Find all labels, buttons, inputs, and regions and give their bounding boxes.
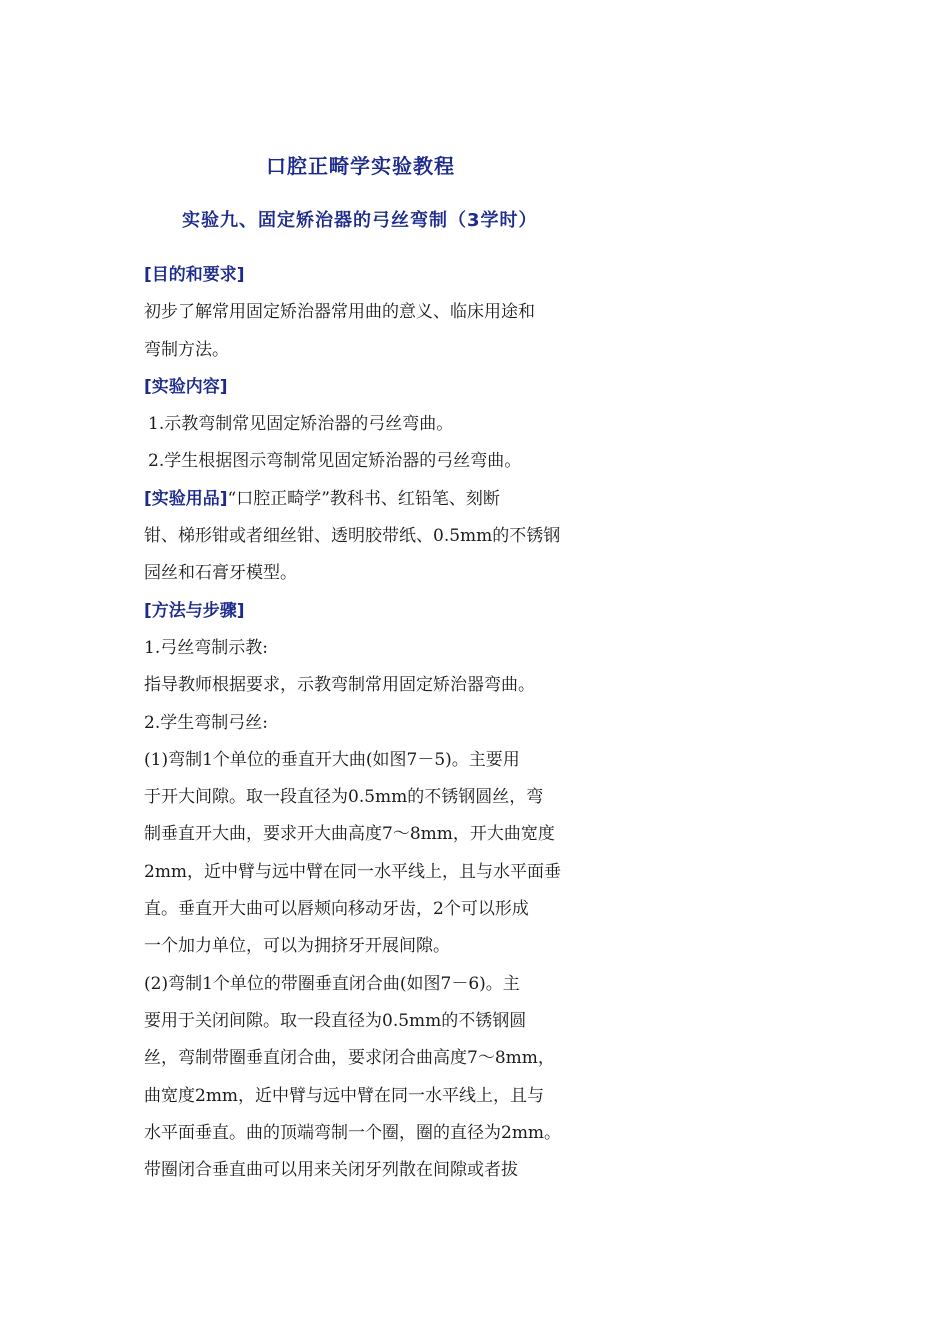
method-line: 2mm，近中臂与远中臂在同一水平线上，且与水平面垂	[144, 861, 562, 882]
method-line: 带圈闭合垂直曲可以用来关闭牙列散在间隙或者拔	[144, 1160, 518, 1181]
supplies-line	[144, 481, 594, 518]
method-heading: [方法与步骤]	[144, 600, 245, 621]
aim-text-line: 弯制方法。	[144, 339, 229, 360]
supplies-text: “口腔正畸学”教科书、红铅笔、刻断	[227, 488, 500, 509]
aim-heading: [目的和要求]	[144, 265, 245, 285]
document-body	[144, 257, 594, 1189]
method-line: 1.弓丝弯制示教:	[144, 637, 268, 658]
document-title: 口腔正畸学实验教程	[266, 154, 455, 178]
supplies-text-line: 钳、梯形钳或者细丝钳、透明胶带纸、0.5mm的不锈钢	[144, 526, 561, 547]
content-item: 1.示教弯制常见固定矫治器的弓丝弯曲。	[148, 414, 454, 435]
method-line: (2)弯制1个单位的带圈垂直闭合曲(如图7－6)。主	[144, 973, 520, 994]
content-heading: [实验内容]	[144, 376, 228, 397]
method-line: (1)弯制1个单位的垂直开大曲(如图7－5)。主要用	[144, 749, 520, 770]
method-line: 制垂直开大曲，要求开大曲高度7～8mm，开大曲宽度	[144, 824, 555, 845]
method-line: 曲宽度2mm，近中臂与远中臂在同一水平线上，且与	[144, 1085, 545, 1106]
supplies-heading: [实验用品]	[144, 488, 228, 509]
method-line: 水平面垂直。曲的顶端弯制一个圈，圈的直径为2mm。	[144, 1122, 562, 1143]
method-line: 直。垂直开大曲可以唇颊向移动牙齿，2个可以形成	[144, 899, 529, 920]
method-line: 要用于关闭间隙。取一段直径为0.5mm的不锈钢圆	[144, 1010, 527, 1031]
aim-text-line: 初步了解常用固定矫治器常用曲的意义、临床用途和	[144, 302, 535, 323]
method-line: 丝，弯制带圈垂直闭合曲，要求闭合曲高度7～8mm，	[144, 1048, 555, 1069]
method-line: 一个加力单位，可以为拥挤牙开展间隙。	[144, 936, 450, 957]
experiment-subtitle: 实验九、固定矫治器的弓丝弯制（3学时）	[182, 210, 538, 231]
method-line: 指导教师根据要求，示教弯制常用固定矫治器弯曲。	[144, 675, 535, 696]
content-item: 2.学生根据图示弯制常见固定矫治器的弓丝弯曲。	[148, 451, 522, 472]
method-line: 2.学生弯制弓丝:	[144, 712, 268, 733]
supplies-text-line: 园丝和石膏牙模型。	[144, 563, 297, 584]
method-line: 于开大间隙。取一段直径为0.5mm的不锈钢圆丝，弯	[144, 787, 544, 808]
